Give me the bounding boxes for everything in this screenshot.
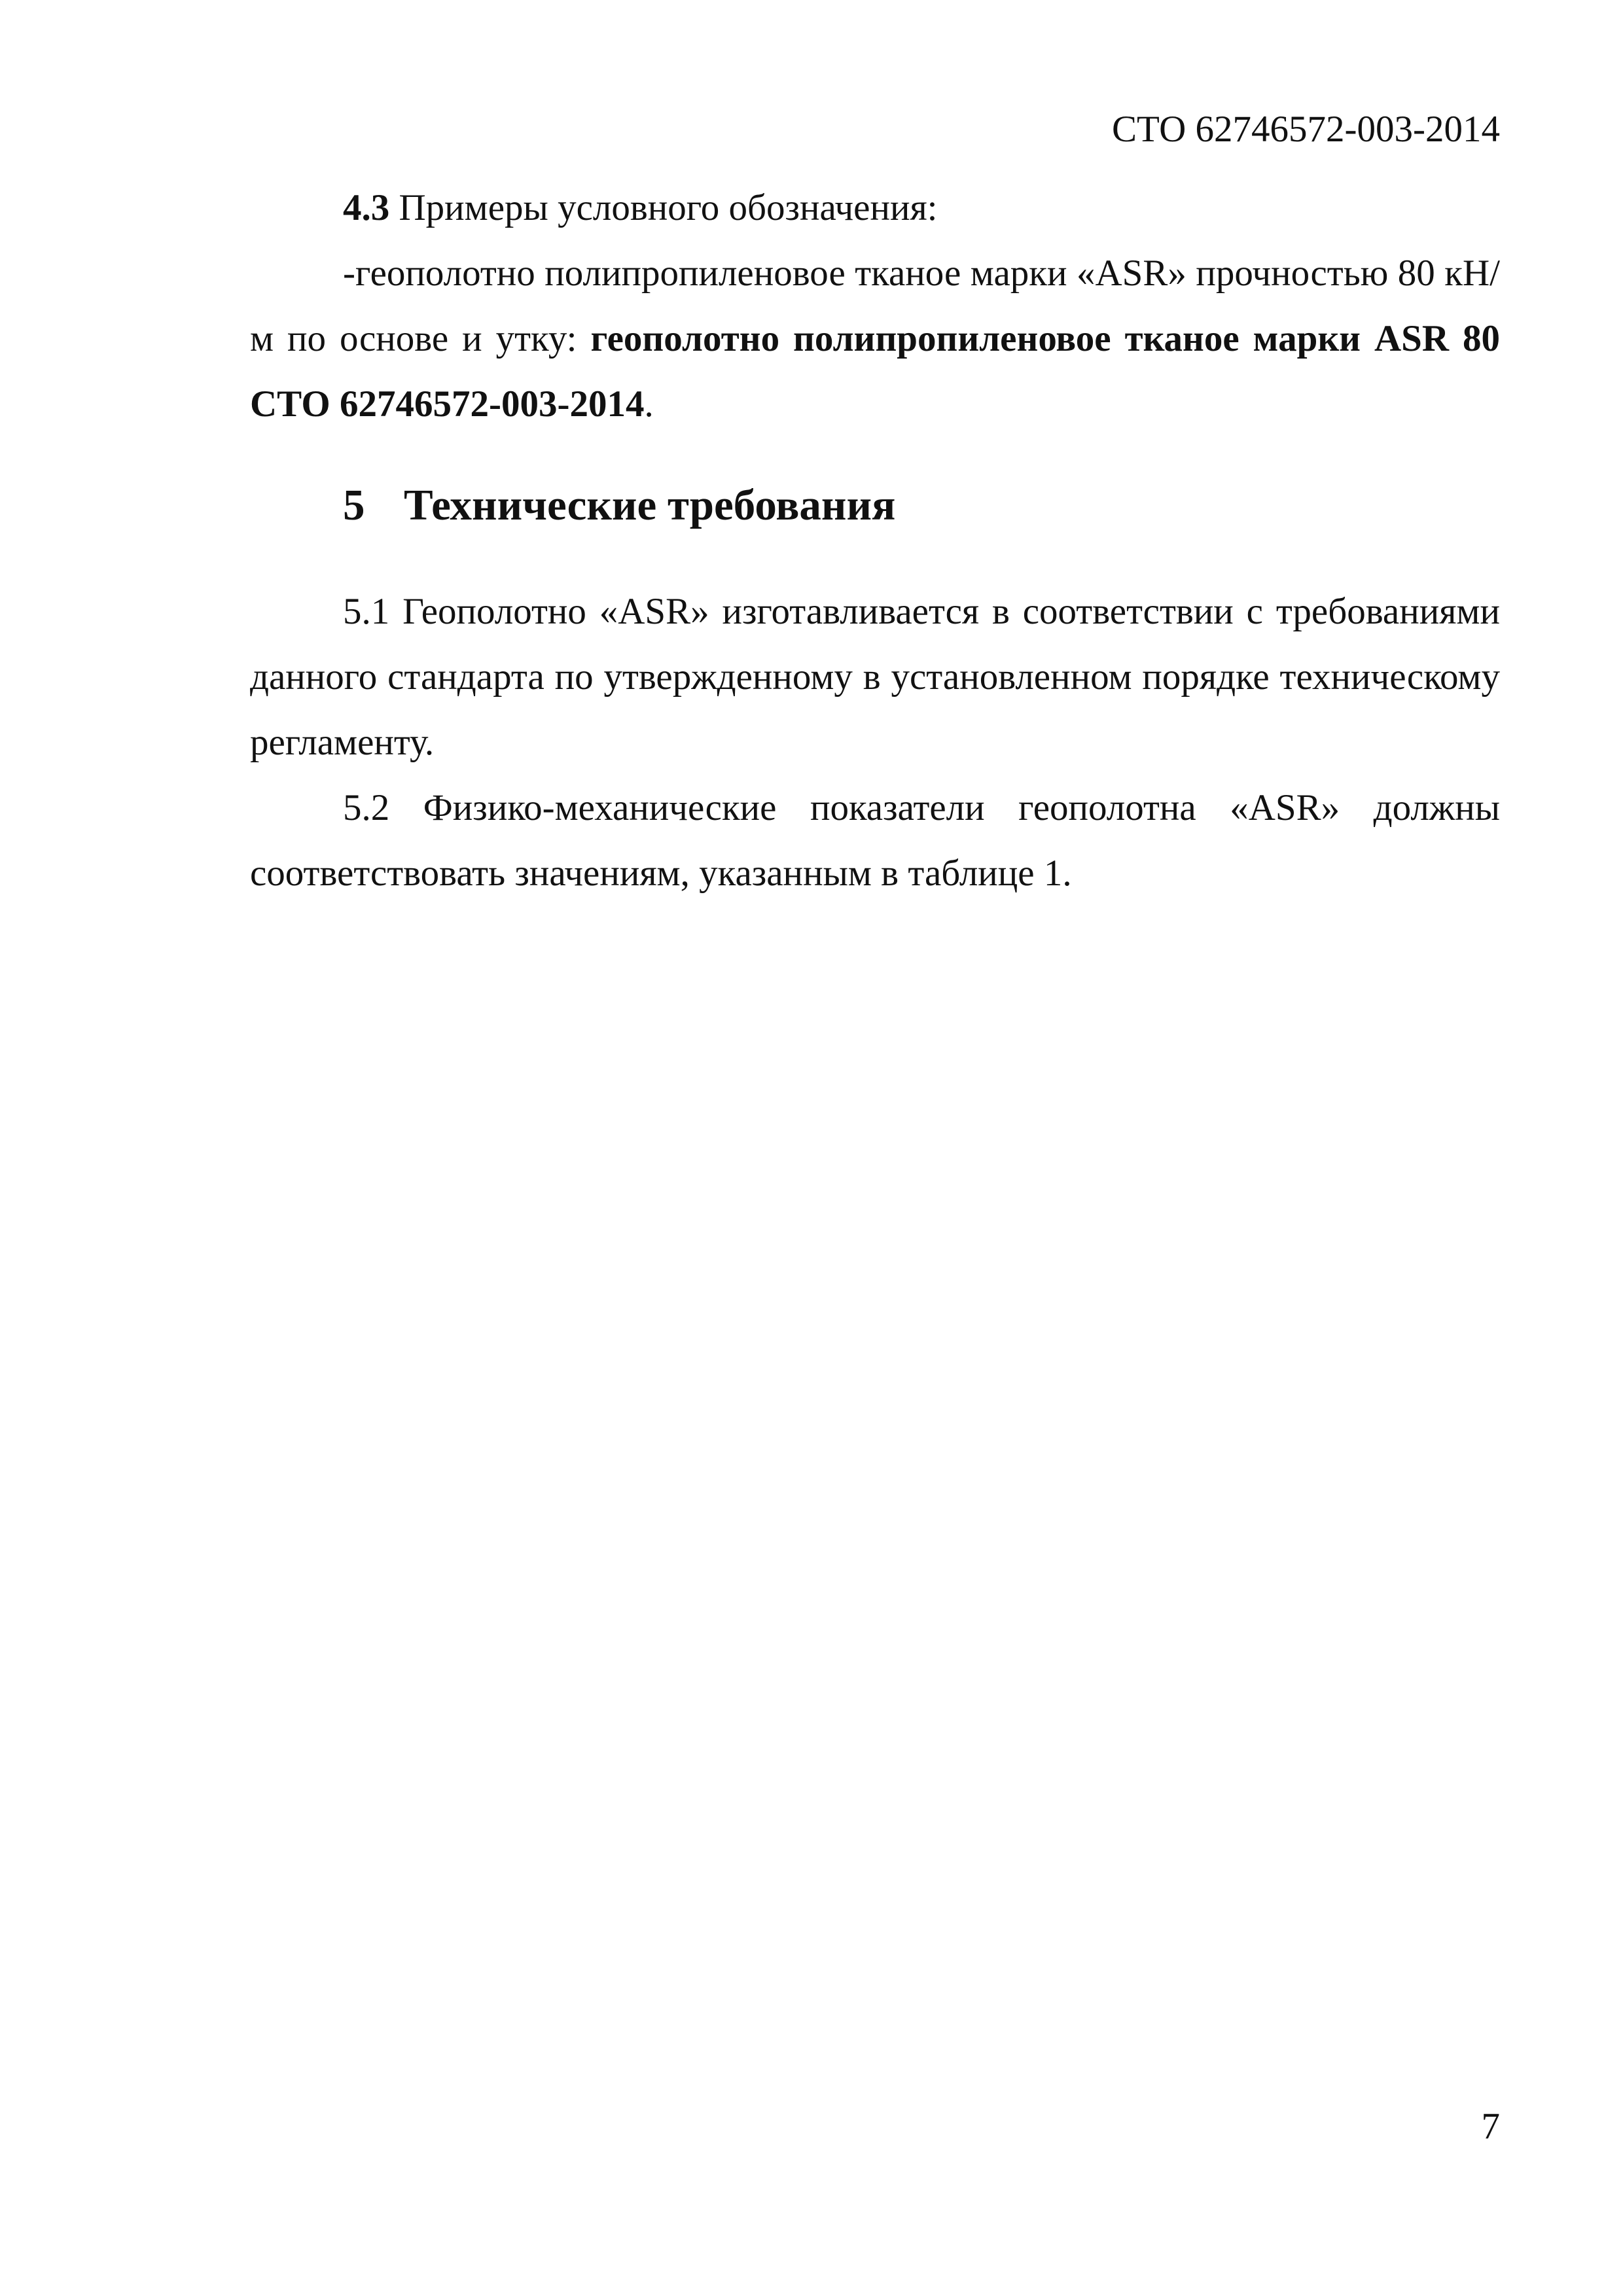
clause-5-2-text: 5.2 Физико-механические показатели геополотна «ASR» должны соответствовать значениям, указанным в таблице 1. — [250, 787, 1500, 894]
section-5-number: 5 — [343, 481, 365, 529]
clause-5-1-text: 5.1 Геополотно «ASR» изготавливается в соответствии с требованиями данного стандарта по утвержденному в установленном порядке техническому регламенту. — [250, 591, 1500, 763]
clause-5-2 — [250, 775, 1500, 906]
document-code: СТО 62746572-003-2014 — [1112, 109, 1500, 150]
clause-4-3-title-text: Примеры условного обозначения: — [389, 187, 938, 228]
clause-4-3-example-designation: геополотно полипропиленовое тканое марки ASR 80 СТО 62746572-003-2014 — [250, 318, 1500, 425]
clause-4-3-example-end: . — [644, 383, 654, 425]
page-number: 7 — [1481, 2106, 1500, 2147]
clause-5-1 — [250, 579, 1500, 775]
section-5-heading — [343, 472, 895, 538]
clause-4-3-title — [250, 175, 1500, 241]
clause-4-3 — [250, 175, 1500, 437]
clause-4-3-example-lead: -геополотно полипропиленовое тканое марки «ASR» прочностью 80 кН/м по основе и утку: — [250, 253, 1500, 359]
clause-4-3-example — [250, 241, 1500, 437]
clause-4-3-number: 4.3 — [343, 187, 390, 228]
section-5-title: Технические требования — [404, 481, 896, 529]
